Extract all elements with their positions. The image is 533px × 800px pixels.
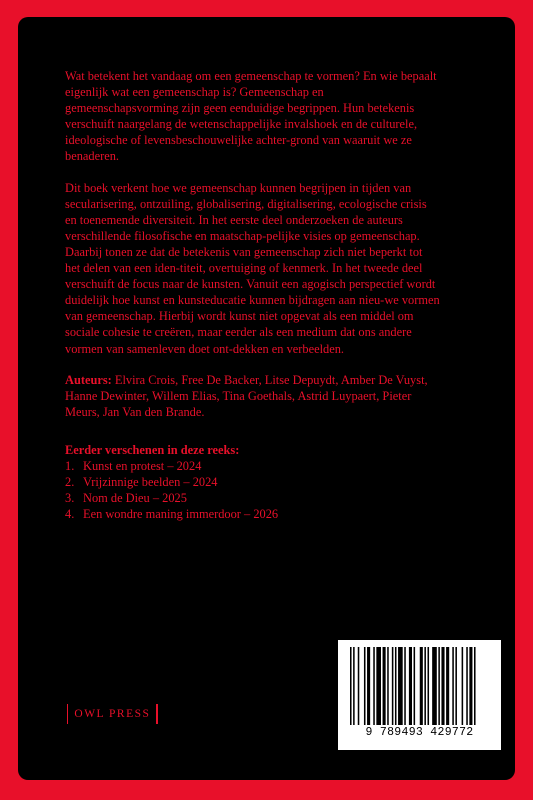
authors-label: Auteurs: <box>65 372 112 387</box>
barcode-bar <box>438 647 440 725</box>
barcode-bar <box>404 647 406 725</box>
barcode-bar <box>350 647 352 725</box>
blurb <box>65 68 440 522</box>
barcode-bar <box>387 647 389 725</box>
publisher-name: OWL PRESS <box>74 708 151 720</box>
list-item <box>65 474 440 490</box>
list-item-number: 1. <box>65 458 75 473</box>
barcode-bar <box>398 647 403 725</box>
list-item <box>65 490 440 506</box>
logo-right-bar <box>156 704 157 724</box>
list-item-number: 3. <box>65 491 75 506</box>
barcode-bar <box>462 647 464 725</box>
barcode-bar <box>373 647 375 725</box>
barcode-bar <box>395 647 397 725</box>
barcode-bar <box>452 647 454 725</box>
authors-credit <box>65 372 440 420</box>
series-list <box>65 458 440 522</box>
isbn-barcode <box>338 640 501 750</box>
series-list-section <box>65 442 440 522</box>
barcode-bar <box>455 647 457 725</box>
barcode-bar <box>409 647 412 725</box>
barcode-bar <box>446 647 449 725</box>
series-heading: Eerder verschenen in deze reeks: <box>65 442 240 457</box>
authors-names: Elvira Crois, Free De Backer, Litse Depuydt, Amber De Vuyst, Hanne Dewinter, Willem Elias, Tina Goethals, Astrid Luypaert, Pieter Meurs, Jan Van den Brande. <box>65 372 428 419</box>
barcode-bar <box>353 647 355 725</box>
barcode-bar <box>367 647 370 725</box>
blurb-paragraph-2: Dit boek verkent hoe we gemeenschap kunnen begrijpen in tijden van secularisering, ontzuiling, globalisering, digitalisering, ecologische crisis en toenemende diversiteit. In het eerste deel onderzoeken de auteurs verschillende filosofische en maatschap-pelijke visies op gemeenschap. Daarbij tonen ze dat de betekenis van gemeenschap zich niet beperkt tot het delen van een iden-titeit, overtuiging of kenmerk. In het tweede deel verschuift de focus naar de kunsten. Vanuit een agogisch perspectief wordt duidelijk hoe kunst en kunsteducatie kunnen bijdragen aan nieu-we vormen van gemeenschap. Hierbij wordt kunst niet opgevat als een middel om sociale cohesie te creëren, maar eerder als een medium dat ons andere vormen van samenleven doet ont-dekken en verbeelden. <box>65 180 440 356</box>
barcode-bar <box>414 647 416 725</box>
barcode-bars <box>350 647 490 725</box>
list-item-title: Een wondre maning immerdoor – 2026 <box>83 507 279 522</box>
list-item <box>65 458 440 474</box>
list-item-number: 4. <box>65 507 75 522</box>
barcode-bar <box>383 647 386 725</box>
barcode-bar <box>432 647 437 725</box>
list-item <box>65 506 440 522</box>
publisher-logo <box>67 704 158 724</box>
barcode-bar <box>424 647 426 725</box>
barcode-bar <box>358 647 360 725</box>
list-item-title: Nom de Dieu – 2025 <box>83 491 187 506</box>
list-item-title: Kunst en protest – 2024 <box>83 458 202 473</box>
barcode-bar <box>428 647 430 725</box>
list-item-title: Vrijzinnige beelden – 2024 <box>83 475 218 490</box>
barcode-bar <box>466 647 468 725</box>
barcode-bar <box>469 647 472 725</box>
list-item-number: 2. <box>65 475 75 490</box>
isbn-digits: 9 789493 429772 <box>365 726 474 739</box>
barcode-bar <box>392 647 394 725</box>
blurb-paragraph-1: Wat betekent het vandaag om een gemeenschap te vormen? En wie bepaalt eigenlijk wat een gemeenschap is? Gemeenschap en gemeenschapsvorming zijn geen eenduidige begrippen. Hun betekenis verschuift naargelang de wetenschappelijke invalshoek en de culturele, ideologische of levensbeschouwelijke achter-grond van waaruit we ze benaderen. <box>65 69 437 164</box>
barcode-bar <box>364 647 366 725</box>
barcode-bar <box>420 647 423 725</box>
barcode-bar <box>376 647 381 725</box>
barcode-bar <box>441 647 444 725</box>
barcode-bar <box>474 647 476 725</box>
